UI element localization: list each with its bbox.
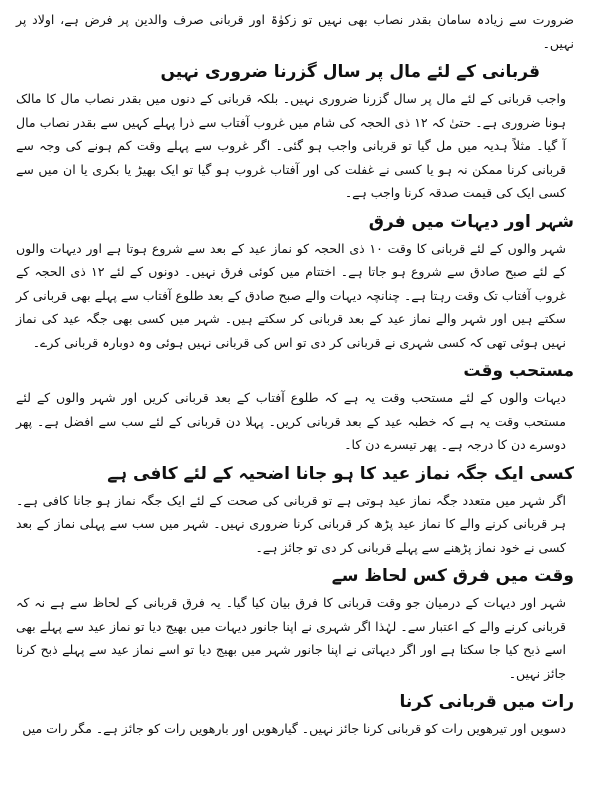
heading-city-village-difference: شہر اور دیہات میں فرق (368, 211, 574, 232)
heading-preferred-time: مستحب وقت (463, 361, 574, 381)
paragraph-city-village-difference: شہر والوں کے لئے قربانی کا وقت ۱۰ ذی الحجہ کو نماز عید کے بعد سے شروع ہوتا ہے اور دیہات والوں کے لئے صبح صادق سے شروع ہو جاتا ہے۔ اختتام میں کوئی فرق نہیں۔ دونوں کے لئے ۱۲ ذی الحجہ کے غروب آفتاب تک وقت رہتا ہے۔ چنانچہ دیہات والے صبح صادق کے بعد طلوع آفتاب سے پہلے بھی قربانی کر سکتے ہیں اور شہر والے نماز عید کے بعد قربانی کر سکتے ہیں۔ شہر میں کسی بھی جگہ عید کی نماز نہیں ہوئی تھی کہ کسی شہری نے قربانی کر دی تو اس کی قربانی نہیں ہوئی وہ دوبارہ قربانی کرے۔ (16, 240, 566, 350)
intro-paragraph: ضرورت سے زیادہ سامان بقدر نصاب بھی نہیں تو زکوٰۃ اور قربانی صرف والدین پر فرض ہے، اولاد پر نہیں۔ (16, 12, 574, 51)
heading-no-year-requirement: قربانی کے لئے مال پر سال گزرنا ضروری نہیں (160, 62, 540, 82)
heading-basis-of-time-difference: وقت میں فرق کس لحاظ سے (331, 566, 574, 586)
heading-one-eid-prayer-enough: کسی ایک جگہ نماز عید کا ہو جانا اضحیہ کے لئے کافی ہے (107, 463, 574, 484)
heading-sacrifice-at-night: رات میں قربانی کرنا (399, 692, 574, 712)
paragraph-sacrifice-at-night: دسویں اور تیرھویں رات کو قربانی کرنا جائز نہیں۔ گیارھویں اور بارھویں رات کو جائز ہے۔ مگر رات میں (22, 721, 566, 736)
paragraph-preferred-time: دیہات والوں کے لئے مستحب وقت یہ ہے کہ طلوع آفتاب کے بعد قربانی کریں اور شہر والوں کے لئے مستحب وقت یہ ہے کہ خطبہ عید کے بعد قربانی کریں۔ پہلا دن قربانی کے لئے سب سے افضل ہے۔ پھر دوسرے دن کا درجہ ہے۔ پھر تیسرے دن کا۔ (16, 390, 566, 452)
paragraph-one-eid-prayer-enough: اگر شہر میں متعدد جگہ نماز عید ہوتی ہے تو قربانی کی صحت کے لئے ایک جگہ نماز ہو جانا کافی ہے۔ ہر قربانی کرنے والے کا نماز عید پڑھ کر قربانی کرنا ضروری نہیں۔ شہر میں سب سے پہلی نماز کے بعد کسی نے خود نماز پڑھنے سے پہلے قربانی کر دی تو جائز ہے۔ (16, 492, 566, 555)
paragraph-no-year-requirement: واجب قربانی کے لئے مال پر سال گزرنا ضروری نہیں۔ بلکہ قربانی کے دنوں میں بقدر نصاب مال کا مالک ہونا ضروری ہے۔ حتیٰ کہ ۱۲ ذی الحجہ کی شام میں غروب آفتاب سے ذرا پہلے کہیں سے بقدر نصاب مال آ گیا۔ مثلاً ہدیہ میں مل گیا تو قربانی واجب ہو گئی۔ اگر غروب سے پہلے وقت کم ہونے کی وجہ سے قربانی کرنا ممکن نہ ہو یا کسی نے غفلت کی اور آفتاب غروب ہو گیا تو ایک بھیڑ یا بکری یا ان میں سے کسی ایک کی قیمت صدقہ کرنا واجب ہے۔ (16, 91, 566, 200)
paragraph-basis-of-time-difference: شہر اور دیہات کے درمیان جو وقت قربانی کا فرق بیان کیا گیا۔ یہ فرق قربانی کے لحاظ سے ہے نہ کہ قربانی کرنے والے کے اعتبار سے۔ لہٰذا اگر شہری نے اپنا جانور دیہات میں بھیج دیا تو نماز عید سے پہلے بھی اسے ذبح کیا جا سکتا ہے اور اگر دیہاتی نے اپنا جانور شہر میں بھیج دیا تو اسے نماز عید سے پہلے ذبح کرنا جائز نہیں۔ (16, 595, 566, 681)
